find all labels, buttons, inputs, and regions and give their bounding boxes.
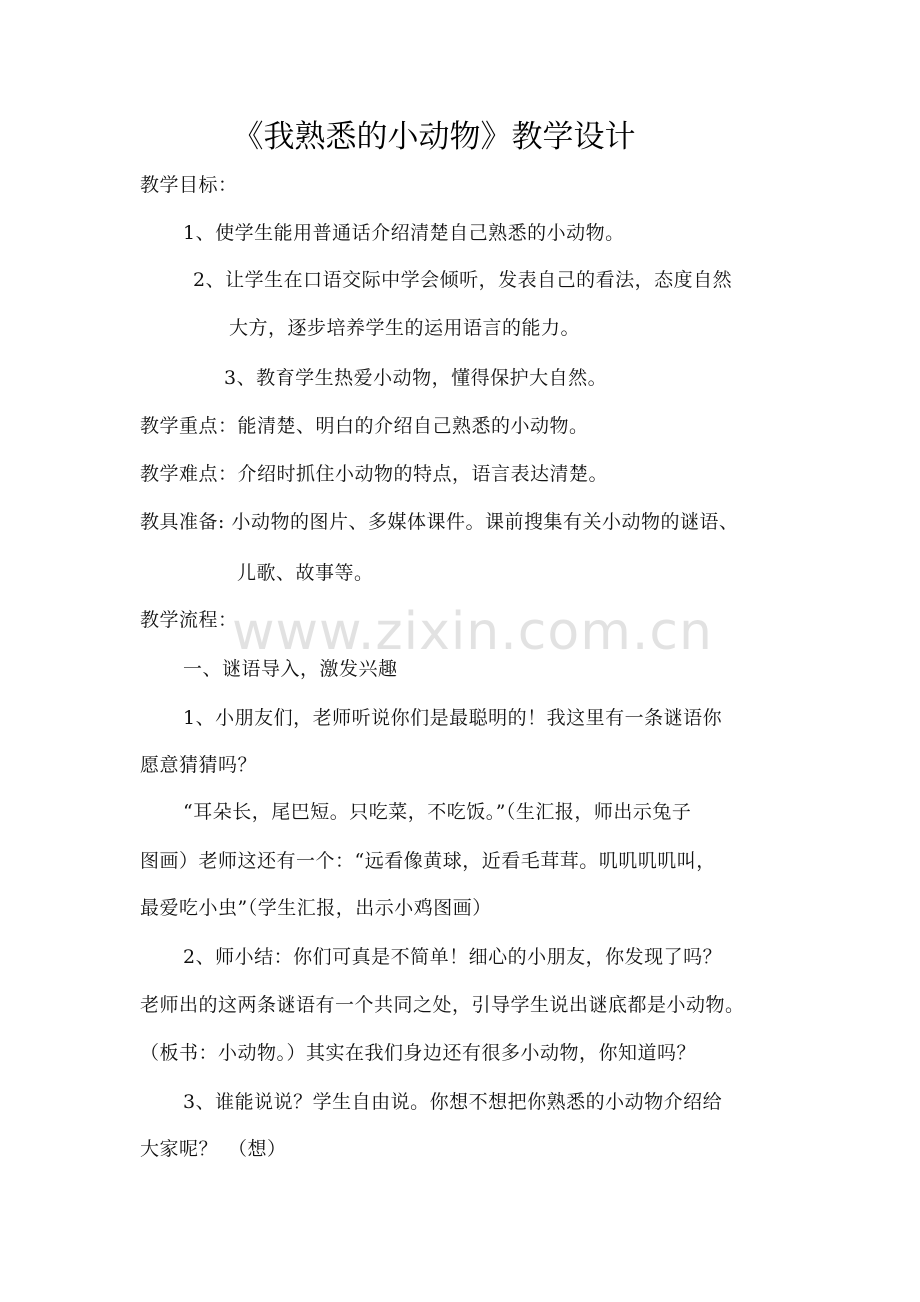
paragraph-line: 3、谁能说说？学生自由说。你想不想把你熟悉的小动物介绍给 bbox=[183, 1091, 723, 1113]
paragraph-line: 1、小朋友们，老师听说你们是最聪明的！我这里有一条谜语你 bbox=[183, 707, 723, 729]
objective-line: 2、让学生在口语交际中学会倾听，发表自己的看法，态度自然 bbox=[193, 269, 733, 291]
paragraph-line: 最爱吃小虫”（学生汇报，出示小鸡图画） bbox=[140, 897, 492, 919]
document-title: 《我熟悉的小动物》教学设计 bbox=[232, 119, 636, 155]
objective-line: 3、教育学生热爱小动物，懂得保护大自然。 bbox=[224, 367, 608, 389]
key-point-line: 教学重点：能清楚、明白的介绍自己熟悉的小动物。 bbox=[140, 415, 589, 437]
paragraph-line: 大家呢？ （想） bbox=[140, 1138, 287, 1160]
paragraph-line: 老师出的这两条谜语有一个共同之处，引导学生说出谜底都是小动物。 bbox=[140, 994, 745, 1016]
objective-line: 大方，逐步培养学生的运用语言的能力。 bbox=[229, 317, 581, 339]
process-heading: 一、谜语导入，激发兴趣 bbox=[183, 658, 398, 680]
paragraph-line: “耳朵长，尾巴短。只吃菜，不吃饭。”（生汇报，师出示兔子 bbox=[183, 801, 692, 823]
paragraph-line: （板书：小动物。）其实在我们身边还有很多小动物，你知道吗？ bbox=[140, 1042, 697, 1064]
paragraph-line: 图画）老师这还有一个：“远看像黄球，近看毛茸茸。叽叽叽叽叫， bbox=[140, 850, 716, 872]
section-heading-objectives: 教学目标： bbox=[140, 174, 238, 196]
objective-line: 1、使学生能用普通话介绍清楚自己熟悉的小动物。 bbox=[183, 222, 625, 244]
watermark: www.zixin.com.cn bbox=[232, 602, 713, 662]
materials-line: 教具准备: 小动物的图片、多媒体课件。课前搜集有关小动物的谜语、 bbox=[140, 511, 739, 533]
section-heading-process: 教学流程： bbox=[140, 609, 238, 631]
paragraph-line: 2、师小结：你们可真是不简单！细心的小朋友，你发现了吗？ bbox=[183, 946, 723, 968]
paragraph-line: 愿意猜猜吗？ bbox=[140, 754, 258, 776]
difficulty-line: 教学难点：介绍时抓住小动物的特点，语言表达清楚。 bbox=[140, 463, 609, 485]
materials-line: 儿歌、故事等。 bbox=[237, 562, 374, 584]
